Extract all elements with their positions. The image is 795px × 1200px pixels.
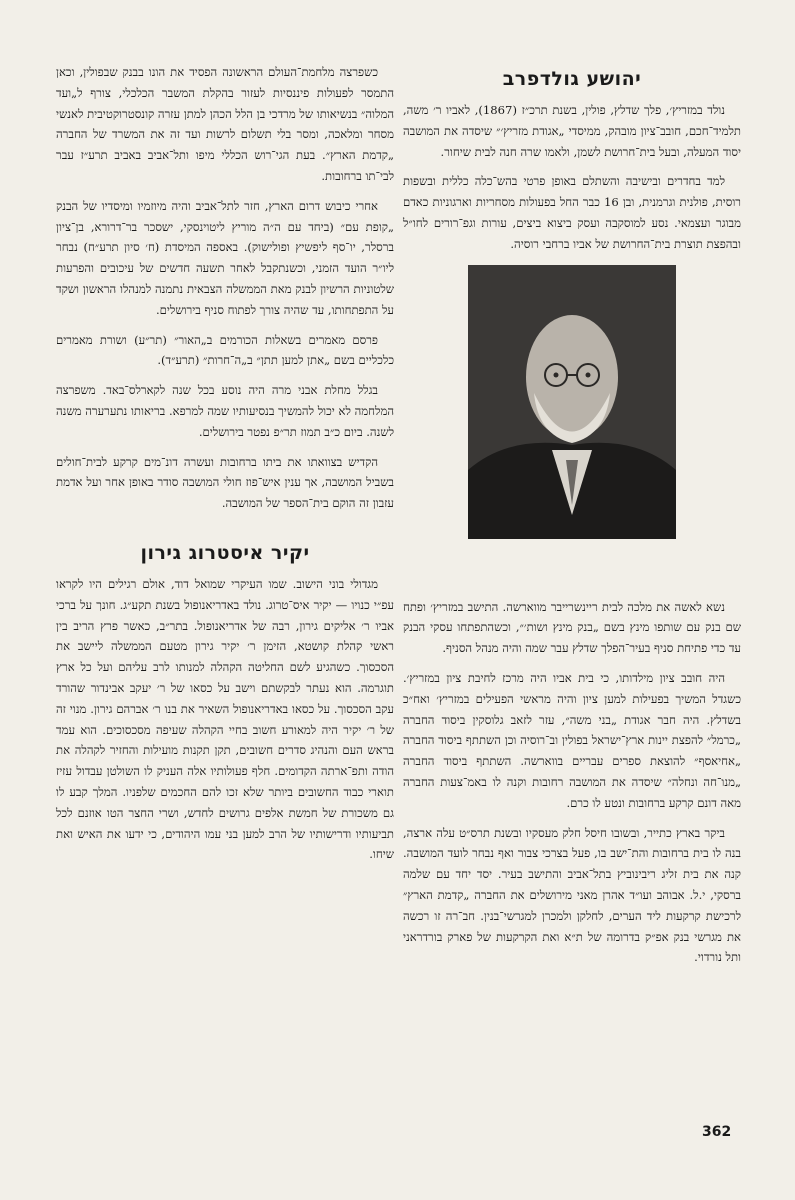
article-paragraph: פרסם מאמרים בשאלות הכורמים ב„האור״ (תר״ע) ושורת מאמרים כלכליים בשם „אתן למען תתן״ ב„ה־חרות״ (תרע״ד). [56,332,394,368]
article-paragraph: מגדולי בוני הישוב. שמו העיקרי שמואל דוד, אולם רגילים היו לקראו עפ״י כנויו — יקיר איס־טרוג. נולד באדריאנופול בשנת תקע״ג. חונך על ברכי אביו ר׳ אליקים גירון, רבה של אדריאנופול. בתר״ב, כאשר פרץ הריב בין ראשי קהלת קושטא, הזימן ר׳ יקיר גירון מטעם הממשלה ליישב את הסכסוך. כשהגיע לשם החליטה הקהלה למנותו לרב עליהם ועל כל ארץ תוגרמה. הוא נעתר לבקשתם וישב על כסאו של ר׳ יעקב אבינדור שהורד עקב הסכסוך. על כסאו באדריאנופול השאיר את בנו ר׳ אברהם גירון. מנוי זה של ר׳ יקיר היה למאורע חשוב בחיי הקהלה שעיפה מסכסוכים. הוא עמד בראש העם והנהיג סדרים חשובים, תקן תקנות מועילות והחזיר לקהלה את הודה ותפ־ארתה הקדומים. חלף פעולותיו אלה העניק לו השולטן עבדול עזיז תוארי כבוד החשובים ביותר שלא זכו להם החכמים שלפניו. המלך קבע לו גם משכורת של חמשת אלפים גרושים לחדש, ושרי החצר הטו אוזנם לכל תביעותיו ודרישותיו של הרב למען בני עמו היהודים, כי ידעו את האיש ואת שיחו. [56,576,394,862]
page-number: 362 [702,1124,732,1140]
article-paragraph: למד בחדרים ובישיבה והשתלם באופן פרטי בהש־כלה כללית ובשפות רוסית, פולנית וגרמנית, ובן 16 כבר החל בפעולות מסחריות וארגוניות כאדם מבוגר ועצמאי. נסע למוסקבה ועסק ביצוא ביצים, עורות וגפ־רורים לחו״ל ובהפצת תוצרת בית־החרושת של אביו ברחבי רוסיה. [403,174,741,251]
left-column [56,62,394,874]
portrait-photo [468,265,676,539]
portrait-area [403,265,741,585]
article-paragraph: נולד במזריץ׳, פלך שדלץ, פולין, בשנת תרכ״ז (1867), לאביו ר׳ משה, תלמיד־חכם, חובב־ציון מובהק, ממיסדי „אגודת מזריץ׳״ שיסדה את המושבה יסוד המעלה, ובעל בית־חרושת לשמן, ולאמו שרה חנה לבית שיחור. [403,103,741,159]
article-paragraph: ביקר בארץ כתייר, ובשובו חיסל חלק מעסקיו ובשנת תרס״ט עלה ארצה, בנה לו בית ברחובות והת־ישב בו, פעל בצרכי צבור ואף נבחר לועד המושבה. קנה את בית זליג ריבינוביץ בתל־אביב והתישב בעיר. יסד יחד עם שלמה ברסקי, י.ל. אבוהב ועו״ד אהרן מאני מירושלים את החברה „קדמת הארץ״ לרכישת קרקעות ליד הערים, לחלקן ולמכרן למגרשי־בנין. חב־רה זו רכשה את מגרשי בנק אפ״ק בדרומה של ת״א ואת הקרקעות של פארק בורדראני ותל נורדוי. [403,825,741,965]
article-paragraph: הקדיש בצוואתו את ביתו ברחובות ועשרה דונ־מים קרקע לבית־חולים בשביל המושבה, אך ענין איש־פוז חולי המושבה סודר באופן אחר ועל אדמת עזבון זה הוקם בית־הספר של המושבה. [56,454,394,511]
article-paragraph: היה חובב ציון מילדותו, כי בית אביו היה מרכז לחיבת ציון במזריץ׳. כשגדל המשיך בפעילות למען ציון והיה מראשי הפעילים במזריץ׳ ואח״כ בשדלץ. היה חבר אגודת „בני משה״, עזר לזאב גלוסקין ביסוד החברה „כרמל״ להפצת יינות ארץ־ישראל בפולין וב־רוסיה וכן השתתף ביסוד החברה „אחיאסף״ להוצאת ספרים עבריים בווארשה. השתתף ביסוד החברה „מנו־חה ונחלה״ שיסדה את המושבה רחובות וקנה לו באמ־צעות החברה מאה דונם קרקע ברחובות ונטע לו כרם. [403,670,741,810]
article-paragraph: אחרי כיבוש דרום הארץ, חזר לתל־אביב והיה מיוזמיו ומיסדיו של הבנק „קופת עם״ (ביחד עם ה״ה מוריץ ליטוינסקי, ישסכר בר־דרורא, בן־ציון ברסלר, יו־סף ליפשיץ ופולישוק). באספה המיסדת (ח׳ סיון תרע״ח) נבחר ליו״ר הועד הזמני, וכשנתקבל לאחר תשעה חדשים של עיכובים והפרעות שלטוניות הרשיון לבנק מאת הממשלה הצבאית נתמנה למנהלו הראשון ושקד על התפתחותו, עד שהיה צורך לפתוח סניף בירושלים. [56,198,394,317]
right-column [403,62,741,977]
portrait-illustration [468,265,676,539]
article-paragraph: בגלל מחלת אבני מרה היה נוסע בכל שנה לקארלס־באד. משפרצה המלחמה לא יכול להמשיך בנסיעותיו שמה למרפא. בריאותו נתערערה משנה לשנה. ביום כ״ב תמוז תר״פ נפטר בירושלים. [56,383,394,439]
article-paragraph: כשפרצה מלחמת־העולם הראשונה הפסיד את הונו בבנק שבפולין, וכאן התמסר לפעולות פיננסיות לעזור בהקלת המשבר הכלכלי, צורף ל„ועד המלוה״ בנשיאותו של מרדכי בן הלל הכהן למתן עזרה קונסטרוקטיבית לאנשי מסחר ומלאכה, ומסר בלי תשלום לרשות ועד זה את המשרד של החברה „קדמת הארץ״. בעת הגי־רוש הכללי מיפו ותל־אביב באביב תרע״ז עבר לבי־תו ברחובות. [56,65,394,183]
article-title-goldfarb: יהושע גולדפרב [502,68,642,90]
article-title-giron: יקיר איסטרוג גירון [140,541,310,564]
article-paragraph: נשא לאשה את מלכה לבית ריינשרייבר מווארשה. התישב במזריץ׳ ופתח שם בנק עם שותפו מינץ בשם „בנק מינץ ושות׳״, וכשהתפתחו עסקי הבנק עד כדי פתיחת סניף בעיר־הפלך שדלץ עבר שמה והיה מנהל הסניף. [403,599,741,656]
